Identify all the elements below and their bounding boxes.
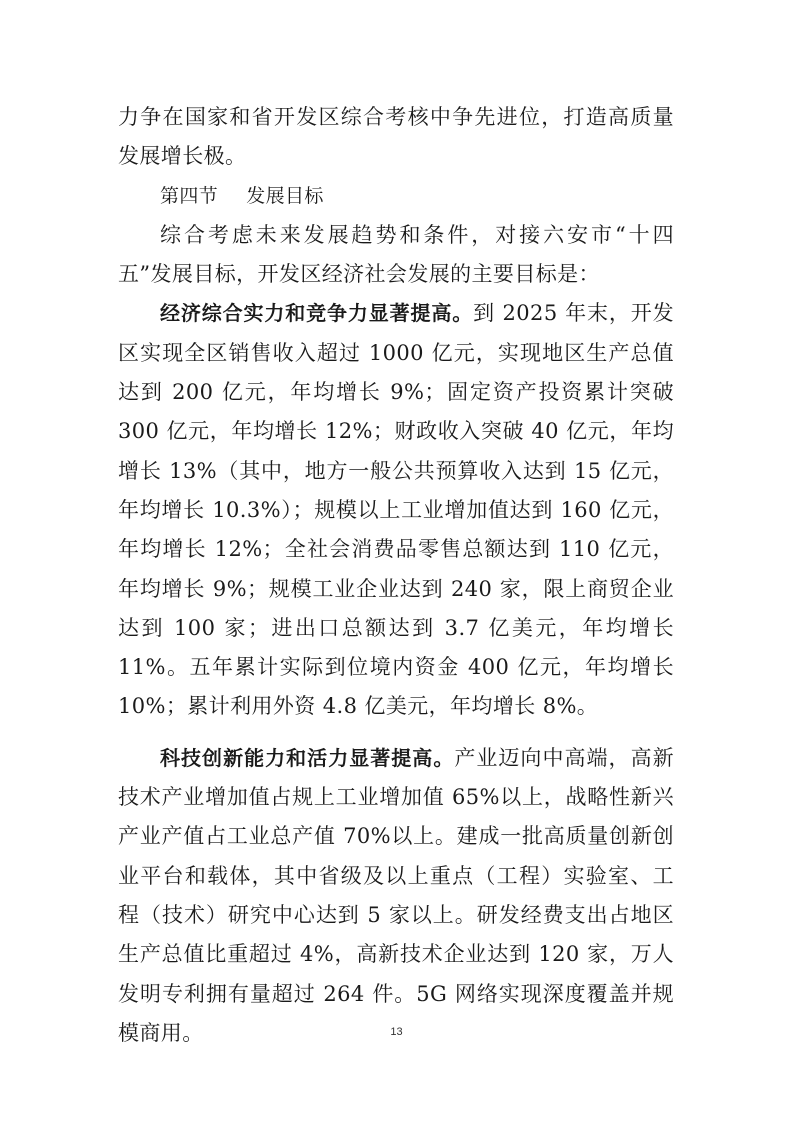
innovation-goals-body: 产业迈向中高端，高新技术产业增加值占规上工业增加值 65%以上，战略性新兴产业产值占工业总产值 70%以上。建成一批高质量创新创业平台和载体，其中省级及以上重点（工程）实验室、工程（技术）研究中心达到 5 家以上。研发经费支出占地区生产总值比重超过 4%，高新技术企业达到 120 家，万人发明专利拥有量超过 264 件。5G 网络实现深度覆盖并规模商用。 xyxy=(118,745,674,1045)
economic-goals-lead: 经济综合实力和竞争力显著提高。 xyxy=(160,301,474,326)
intro-paragraph: 综合考虑未来发展趋势和条件，对接六安市“十四五”发展目标，开发区经济社会发展的主要目标是： xyxy=(118,222,674,287)
section-title: 发展目标 xyxy=(246,184,324,207)
paragraph-spacer xyxy=(118,727,674,739)
paragraph-continuation: 力争在国家和省开发区综合考核中争先进位，打造高质量发展增长极。 xyxy=(118,105,674,169)
innovation-goals-lead: 科技创新能力和活力显著提高。 xyxy=(160,745,455,770)
page-number: 13 xyxy=(390,1026,403,1038)
economic-goals-paragraph xyxy=(118,294,674,726)
document-body xyxy=(118,98,674,1053)
innovation-goals-paragraph xyxy=(118,739,674,1053)
section-heading xyxy=(118,177,674,216)
economic-goals-body: 到 2025 年末，开发区实现全区销售收入超过 1000 亿元，实现地区生产总值达到 200 亿元，年均增长 9%；固定资产投资累计突破 300 亿元，年均增长 12%；财政收入突破 40 亿元，年均增长 13%（其中，地方一般公共预算收入达到 15 亿元，年均增长 10.3%）；规模以上工业增加值达到 160 亿元，年均增长 12%；全社会消费品零售总额达到 110 亿元，年均增长 9%；规模工业企业达到 240 家，限上商贸企业达到 100 家；进出口总额达到 3.7 亿美元，年均增长 11%。五年累计实际到位境内资金 400 亿元，年均增长 10%；累计利用外资 4.8 亿美元，年均增长 8%。 xyxy=(118,301,675,719)
section-number: 第四节 xyxy=(160,184,219,207)
